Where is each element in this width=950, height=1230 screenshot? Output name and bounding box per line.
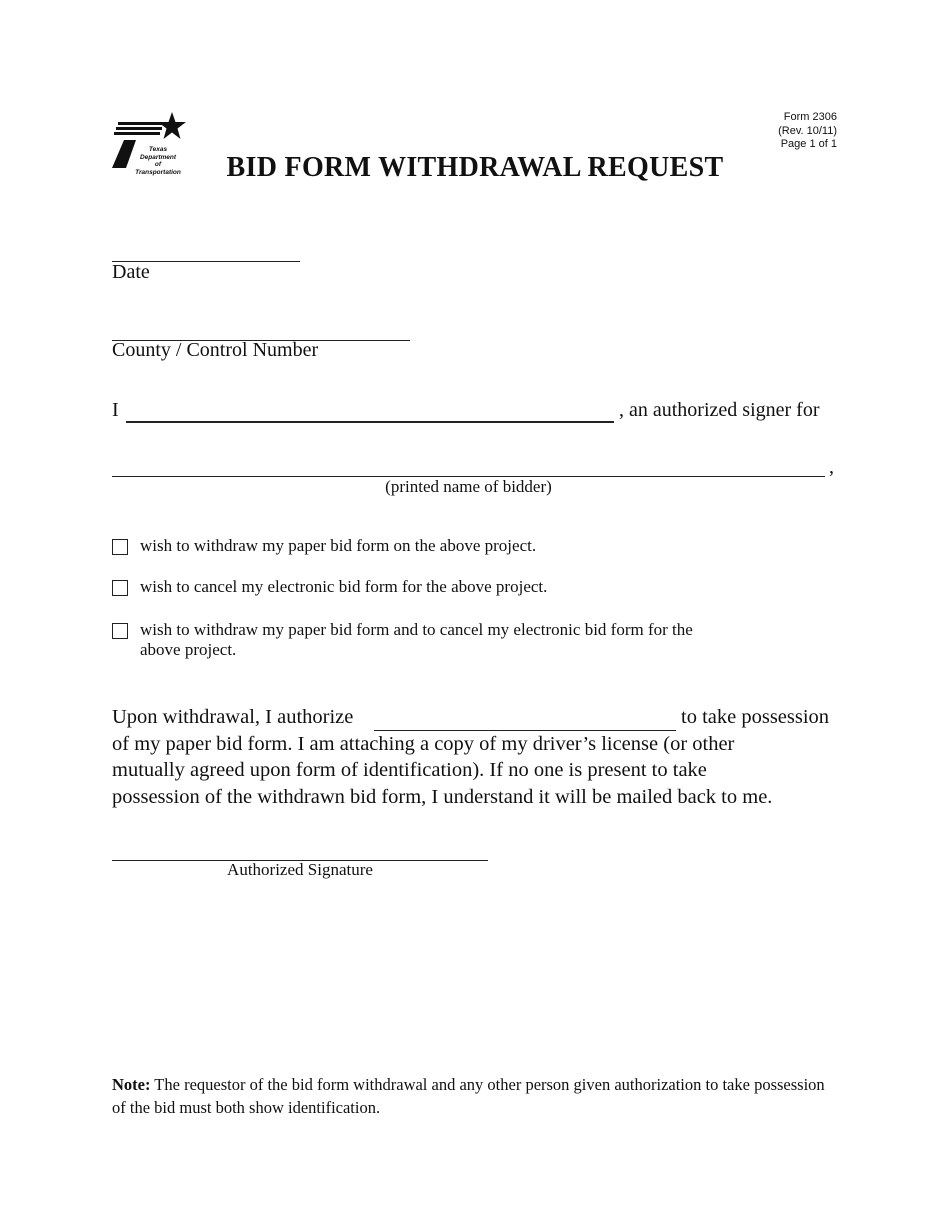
logo-line-3: of Transportation [135,161,181,176]
authorization-line-4: possession of the withdrawn bid form, I understand it will be mailed back to me. [112,785,773,808]
authorized-person-field[interactable] [374,730,676,731]
option-withdraw-and-cancel-label [140,620,780,660]
bidder-comma: , [829,456,834,478]
authorization-line-1 [112,704,840,731]
option-cancel-electronic-label: wish to cancel my electronic bid form for the above project. [140,577,548,596]
form-revision: (Rev. 10/11) [778,124,837,137]
bidder-caption: (printed name of bidder) [385,477,552,496]
option-withdraw-and-cancel-line-1: wish to withdraw my paper bid form and to cancel my electronic bid form for the [140,620,693,639]
signer-name-field[interactable] [126,421,614,423]
option-withdraw-paper-label: wish to withdraw my paper bid form on the above project. [140,536,537,555]
form-page: Page 1 of 1 [780,138,837,150]
note-text: The requestor of the bid form withdrawal and any other person given authorization to take possession of the bid must both show identification. [112,1075,825,1117]
note-label: Note: [112,1075,151,1094]
form-number-block [778,111,837,152]
option-withdraw-and-cancel-checkbox[interactable] [112,623,128,639]
logo-line-2: Department [139,153,177,161]
authorization-paragraph [112,704,840,810]
authorization-line-3: mutually agreed upon form of identification). If no one is present to take [112,759,707,781]
authorized-signature-caption: Authorized Signature [227,860,373,879]
date-label: Date [112,261,150,283]
option-withdraw-and-cancel-line-2: above project. [140,640,237,659]
authorization-tail: to take possession [681,706,830,728]
option-cancel-electronic-checkbox[interactable] [112,580,128,596]
authorization-line-2: of my paper bid form. I am attaching a copy of my driver’s license (or other [112,732,735,755]
county-control-label: County / Control Number [112,339,319,361]
logo-line-1: Texas [148,146,168,153]
form-number: Form 2306 [783,111,837,123]
signer-suffix: , an authorized signer for [619,399,820,421]
note [112,1074,842,1119]
authorization-lead: Upon withdrawal, I authorize [112,706,354,728]
page-title: BID FORM WITHDRAWAL REQUEST [226,152,724,183]
signer-prefix: I [112,399,119,421]
option-withdraw-paper-checkbox[interactable] [112,539,128,555]
